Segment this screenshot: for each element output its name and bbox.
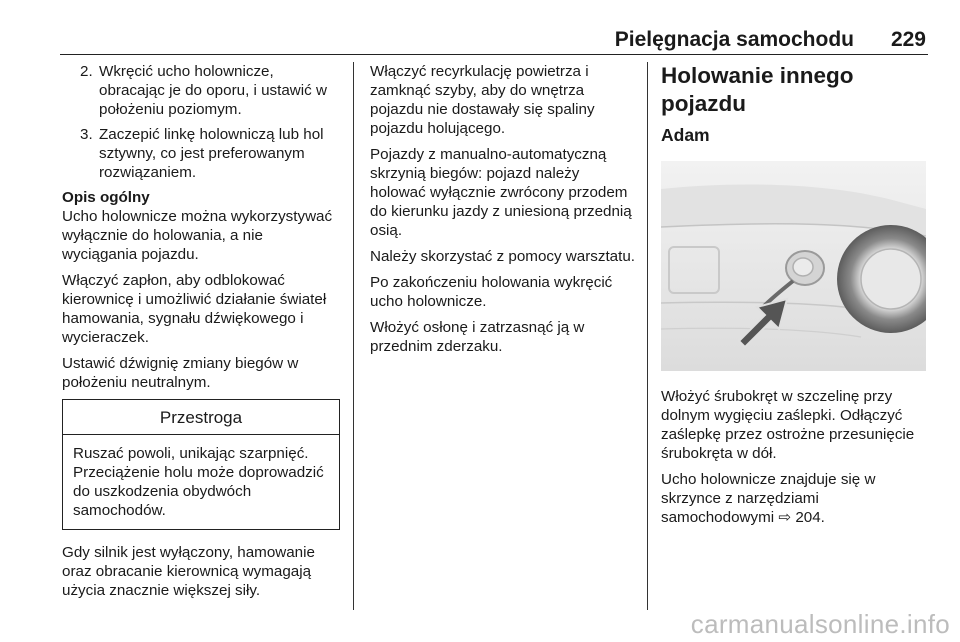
step-text: Wkręcić ucho holownicze, obracając je do oporu, i ustawić w położeniu poziomym. xyxy=(99,63,327,118)
model-heading: Adam xyxy=(661,125,710,145)
paragraph: Po zakończeniu holowania wykręcić ucho holownicze. xyxy=(370,274,613,310)
page-header xyxy=(60,24,928,55)
section-heading: Holowanie innego pojazdu xyxy=(661,63,854,116)
column-left xyxy=(62,62,340,607)
column-right xyxy=(661,62,931,534)
step-text: Zaczepić linkę holowniczą lub hol sztywny, co jest preferowanym rozwiązaniem. xyxy=(99,126,324,181)
paragraph: Gdy silnik jest wyłączony, hamowanie oraz obracanie kierownicą wymagają użycia znacznie większej siły. xyxy=(62,544,315,599)
page-number: 229 xyxy=(890,28,926,51)
paragraph: Ucho holownicze można wykorzystywać wyłącznie do holowania, a nie wyciągania pojazdu. xyxy=(62,208,333,263)
watermark: carmanualsonline.info xyxy=(690,609,950,639)
section-title: Pielęgnacja samochodu xyxy=(614,28,854,51)
warning-title: Przestroga xyxy=(63,400,339,435)
paragraph: Włączyć recyrkulację powietrza i zamknąć szyby, aby do wnętrza pojazdu nie dostawały się spaliny pojazdu holującego. xyxy=(370,63,595,137)
paragraph: Włączyć zapłon, aby odblokować kierownicę i umożliwić działanie świateł hamowania, sygnału dźwiękowego i wycieraczek. xyxy=(62,272,327,346)
general-description xyxy=(62,188,340,264)
subheading-general: Opis ogólny xyxy=(62,189,150,206)
page-reference-arrow-icon: ⇨ xyxy=(778,509,792,526)
list-item xyxy=(62,125,340,182)
step-number: 2. xyxy=(80,63,93,80)
page-reference[interactable]: 204. xyxy=(795,509,825,526)
car-rear-bumper-image xyxy=(661,161,926,371)
step-list xyxy=(62,62,340,182)
column-divider-2 xyxy=(647,62,648,610)
paragraph: Włożyć śrubokręt w szczelinę przy dolnym wygięciu zaślepki. Odłączyć zaślepkę przez ostrożne przesunięcie śrubokręta w dół. xyxy=(661,388,915,462)
paragraph: Włożyć osłonę i zatrzasnąć ją w przednim zderzaku. xyxy=(370,319,585,355)
step-number: 3. xyxy=(80,126,93,143)
tow-eye-location-paragraph xyxy=(661,470,931,527)
tow-eye-cover-illustration xyxy=(661,161,926,371)
column-middle xyxy=(370,62,638,363)
warning-text: Ruszać powoli, unikając szarpnięć. Przeciążenie holu może doprowadzić do uszkodzenia obydwóch samochodów. xyxy=(73,445,324,519)
paragraph: Ustawić dźwignię zmiany biegów w położeniu neutralnym. xyxy=(62,355,299,391)
paragraph: Pojazdy z manualno-automatyczną skrzynią biegów: pojazd należy holować wyłącznie zwrócony przodem do kierunku jazdy z uniesioną przednią osią. xyxy=(370,146,632,239)
paragraph-text: Ucho holownicze znajduje się w skrzynce z narzędziami samochodowymi xyxy=(661,471,876,526)
warning-box xyxy=(62,399,340,530)
column-divider-1 xyxy=(353,62,354,610)
paragraph: Należy skorzystać z pomocy warsztatu. xyxy=(370,248,636,265)
list-item xyxy=(62,62,340,119)
